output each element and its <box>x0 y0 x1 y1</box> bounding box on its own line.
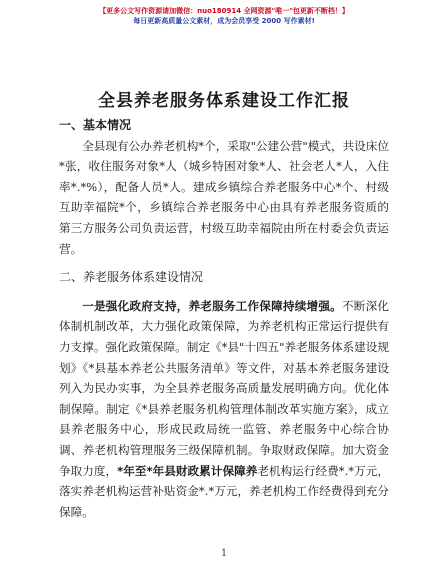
section-2-tail: 老机构运行经费*.*万元，落实养老机构运营补贴资金*.*万元，养老机构工作经费得到充分保障。 <box>59 463 389 519</box>
section-2-heading: 二、养老服务体系建设情况 <box>59 270 204 285</box>
document-body <box>59 115 389 522</box>
page-number: 1 <box>220 548 228 559</box>
section-1-heading: 一、基本情况 <box>59 118 132 132</box>
document-title: 全县养老服务体系建设工作汇报 <box>98 91 350 111</box>
promo-line-2: 每日更新高质量公文素材，成为会员享受 2000 写作素材! <box>133 17 315 25</box>
promo-line-1: 【更多公文写作资源请加微信：nuo180914 全网资源"唯一"包更新不断档！】 <box>99 7 349 15</box>
section-2-text: 不断深化体制机制改革，大力强化政策保障，为养老机构正常运行提供有力支撑。强化政策保障。制定《*县"十四五"养老服务体系建设规划》《*县基本养老公共服务清单》等文件，对基本养老服务建设列入为民办实事，为全县养老服务高质量发展明确方向。优化体制保障。制定《*县养老服务机构管理体制改革实施方案》，成立县养老服务中心，形成民政局统一监管、养老服务中心综合协调、养老机构管理服务三级保障机制。争取财政保障。加大资金争取力度， <box>59 298 389 478</box>
promo-banner <box>0 6 448 26</box>
section-2-bold-phrase: *年至*年县财政累计保障养 <box>117 463 258 478</box>
section-2-lead-bold: 一是强化政府支持，养老服务工作保障持续增强。 <box>82 298 342 313</box>
section-2-paragraph <box>59 296 389 523</box>
section-1-paragraph: 全县现有公办养老机构*个，采取"公建公营"模式，共设床位*张，收住服务对象*人（城乡特困对象*人、社会老人*人，入住率*.*%），配备人员*人。建成乡镇综合养老服务中心*个、村级互助幸福院*个，乡镇综合养老服务中心由具有养老服务资质的第三方服务公司负责运营，村级互助幸福院由所在村委会负责运营。 <box>59 138 389 256</box>
